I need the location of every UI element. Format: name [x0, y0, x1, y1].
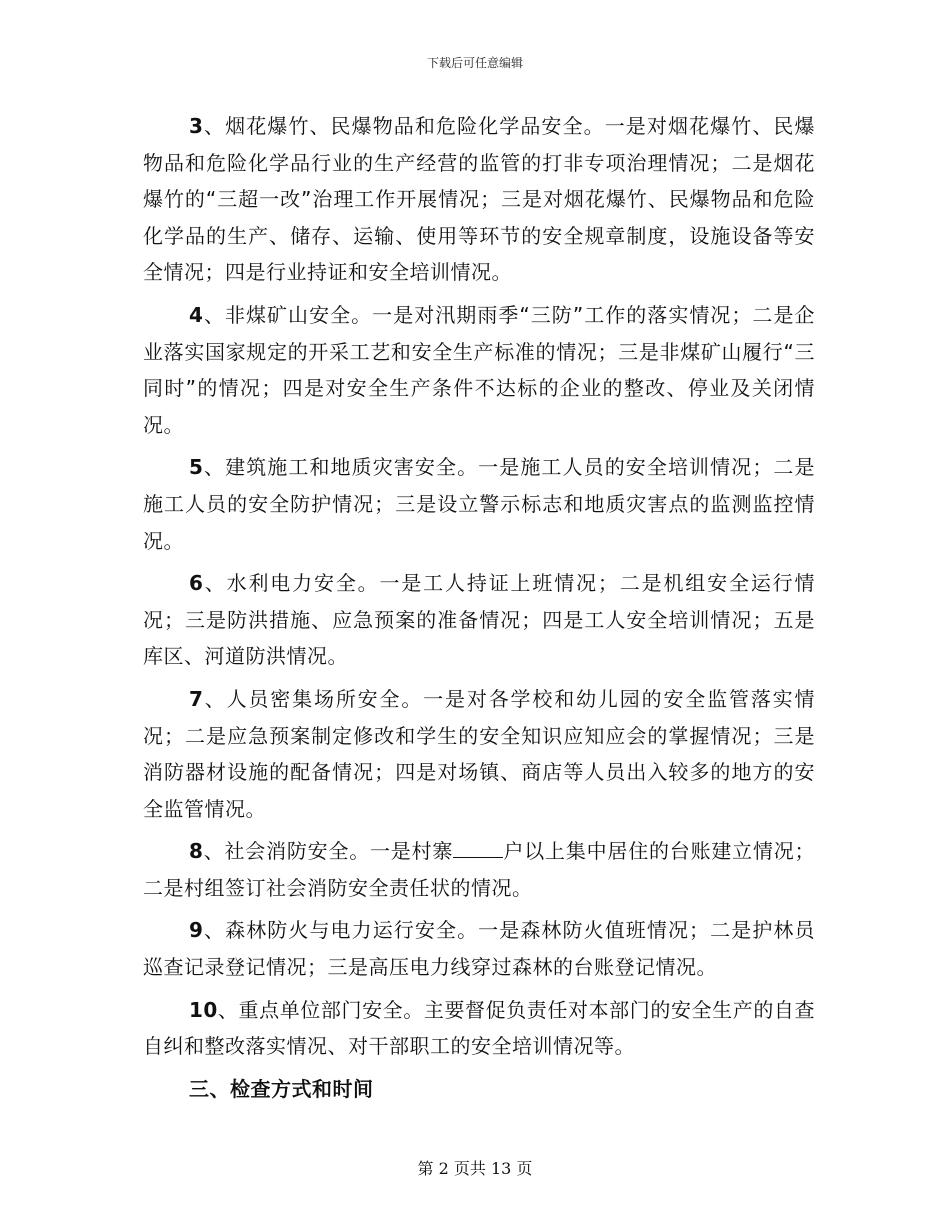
item-number: 8: [189, 839, 204, 864]
paragraph-item-6: [143, 565, 815, 675]
item-number: 5: [189, 455, 204, 480]
paragraph-text: 、非煤矿山安全。一是对汛期雨季“三防”工作的落实情况；二是企业落实国家规定的开采工艺和安全生产标准的情况；三是非煤矿山履行“三同时”的情况；四是对安全生产条件不达标的企业的整改、停业及关闭情况。: [143, 302, 815, 437]
paragraph-item-9: [143, 912, 815, 985]
paragraph-text-after-blank: 户以上集中居住的台账建立情况；二是村组签订社会消防安全责任状的情况。: [143, 839, 816, 900]
paragraph-item-3: [143, 108, 815, 291]
paragraph-item-4: [143, 297, 815, 443]
paragraph-text: 、森林防火与电力运行安全。一是森林防火值班情况；二是护林员巡查记录登记情况；三是高压电力线穿过森林的台账登记情况。: [143, 918, 815, 980]
paragraph-text: 、烟花爆竹、民爆物品和危险化学品安全。一是对烟花爆竹、民爆物品和危险化学品行业的生产经营的监管的打非专项治理情况；二是烟花爆竹的“三超一改”治理工作开展情况；三是对烟花爆竹、民爆物品和危险化学品的生产、储存、运输、使用等环节的安全规章制度，设施设备等安全情况；四是行业持证和安全培训情况。: [143, 114, 815, 285]
paragraph-text: 、水利电力安全。一是工人持证上班情况；二是机组安全运行情况；三是防洪措施、应急预案的准备情况；四是工人安全培训情况；五是库区、河道防洪情况。: [143, 571, 815, 669]
document-body: [143, 108, 815, 1107]
paragraph-item-10: [143, 992, 815, 1065]
header-note: 下载后可任意编辑: [426, 56, 523, 70]
paragraph-text: 、人员密集场所安全。一是对各学校和幼儿园的安全监管落实情况；二是应急预案制定修改和学生的安全知识应知应会的掌握情况；三是消防器材设施的配备情况；四是对场镇、商店等人员出入较多的地方的安全监管情况。: [143, 686, 815, 821]
item-number: 3: [189, 114, 204, 138]
item-number: 4: [189, 302, 204, 327]
item-number: 6: [189, 571, 204, 596]
paragraph-text: 、建筑施工和地质灾害安全。一是施工人员的安全培训情况；二是施工人员的安全防护情况；三是设立警示标志和地质灾害点的监测监控情况。: [143, 455, 815, 553]
paragraph-item-7: [143, 681, 815, 827]
fill-in-blank: [453, 839, 503, 858]
item-number: 9: [189, 918, 204, 943]
paragraph-item-8: [143, 833, 815, 906]
page-footer: 第 2 页共 13 页: [417, 1159, 533, 1178]
paragraph-text-before-blank: 、社会消防安全。一是村寨: [203, 839, 454, 864]
item-number: 10: [189, 997, 218, 1022]
item-number: 7: [189, 686, 204, 711]
paragraph-item-5: [143, 449, 815, 559]
paragraph-text: 、重点单位部门安全。主要督促负责任对本部门的安全生产的自查自纠和整改落实情况、对干部职工的安全培训情况等。: [143, 997, 815, 1059]
section-heading: 三、检查方式和时间: [189, 1076, 374, 1101]
